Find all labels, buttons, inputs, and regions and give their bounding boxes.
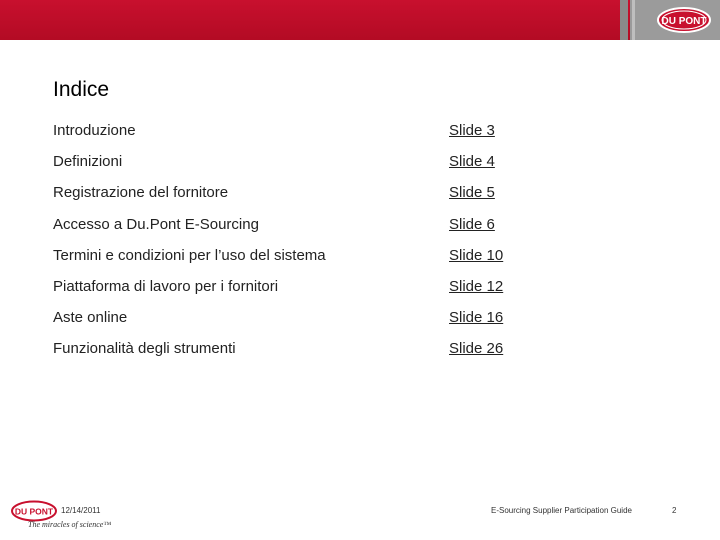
toc-slide-link[interactable]: Slide 3 <box>449 122 495 139</box>
toc-row <box>53 243 573 274</box>
toc-label: Piattaforma di lavoro per i fornitori <box>53 277 279 295</box>
footer-guide-title: E-Sourcing Supplier Participation Guide <box>491 506 632 515</box>
toc-label: Aste online <box>53 309 128 327</box>
footer-logo-text: DU PONT <box>14 506 54 517</box>
page-title: Indice <box>53 78 110 101</box>
toc-slide-link[interactable]: Slide 16 <box>449 309 504 327</box>
header-stripe-light <box>632 0 635 40</box>
toc-slide-link[interactable]: Slide 4 <box>449 153 495 171</box>
toc-row <box>53 336 573 367</box>
page-number: 2 <box>672 506 677 515</box>
toc-row <box>53 180 573 211</box>
header-bar <box>0 0 720 40</box>
toc-row <box>53 274 573 305</box>
toc-slide-link[interactable]: Slide 26 <box>449 340 504 358</box>
toc-label: Introduzione <box>53 122 136 139</box>
toc-label: Definizioni <box>53 153 123 171</box>
toc-row <box>53 118 573 149</box>
footer-dupont-logo <box>10 500 58 522</box>
toc-label: Accesso a Du.Pont E-Sourcing <box>53 215 259 233</box>
dupont-logo <box>656 6 712 34</box>
footer-date: 12/14/2011 <box>61 506 101 515</box>
toc-slide-link[interactable]: Slide 5 <box>449 184 495 202</box>
toc-label: Registrazione del fornitore <box>53 184 229 202</box>
table-of-contents <box>53 118 573 368</box>
toc-label: Termini e condizioni per l’uso del sistema <box>53 246 326 264</box>
toc-slide-link[interactable]: Slide 12 <box>449 277 504 295</box>
tagline: The miracles of science™ <box>28 520 112 529</box>
toc-slide-link[interactable]: Slide 6 <box>449 215 495 233</box>
toc-row <box>53 149 573 180</box>
header-logo-text: DU PONT <box>661 16 707 27</box>
header-stripe <box>620 0 628 40</box>
toc-row <box>53 212 573 243</box>
toc-slide-link[interactable]: Slide 10 <box>449 246 504 264</box>
toc-label: Funzionalità degli strumenti <box>53 340 236 358</box>
toc-row <box>53 305 573 336</box>
